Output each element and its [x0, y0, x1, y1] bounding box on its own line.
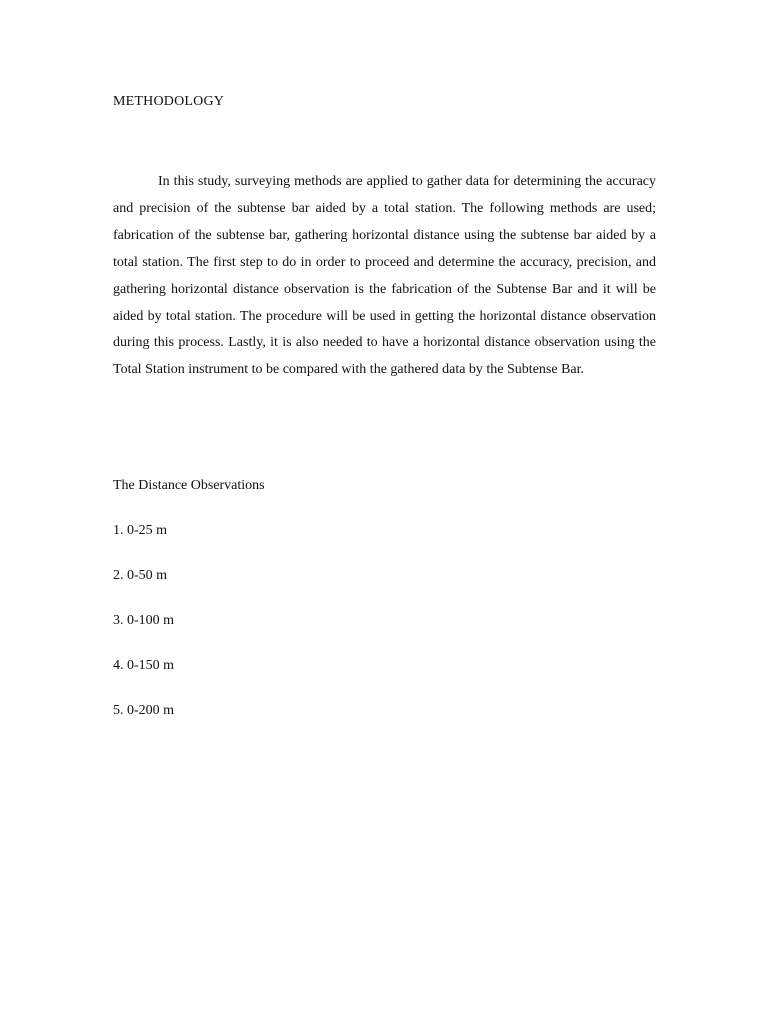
- observation-item: 5. 0-200 m: [113, 703, 175, 718]
- observation-item: 2. 0-50 m: [113, 568, 168, 583]
- observations-list: [113, 522, 174, 747]
- observation-item: 1. 0-25 m: [113, 523, 168, 538]
- methodology-paragraph: In this study, surveying methods are applied to gather data for determining the accuracy and precision of the subtense bar aided by a total station. The following methods are used; fabrication of the subtense bar, gathering horizontal distance using the subtense bar aided by a total station. The first step to do in order to proceed and determine the accuracy, precision, and gathering horizontal distance observation is the fabrication of the Subtense Bar and it will be aided by total station. The procedure will be used in getting the horizontal distance observation during this process. Lastly, it is also needed to have a horizontal distance observation using the Total Station instrument to be compared with the gathered data by the Subtense Bar.: [113, 174, 656, 378]
- observations-title: The Distance Observations: [113, 478, 265, 493]
- section-heading: METHODOLOGY: [113, 94, 225, 109]
- observation-item: 3. 0-100 m: [113, 613, 175, 628]
- observation-item: 4. 0-150 m: [113, 658, 175, 673]
